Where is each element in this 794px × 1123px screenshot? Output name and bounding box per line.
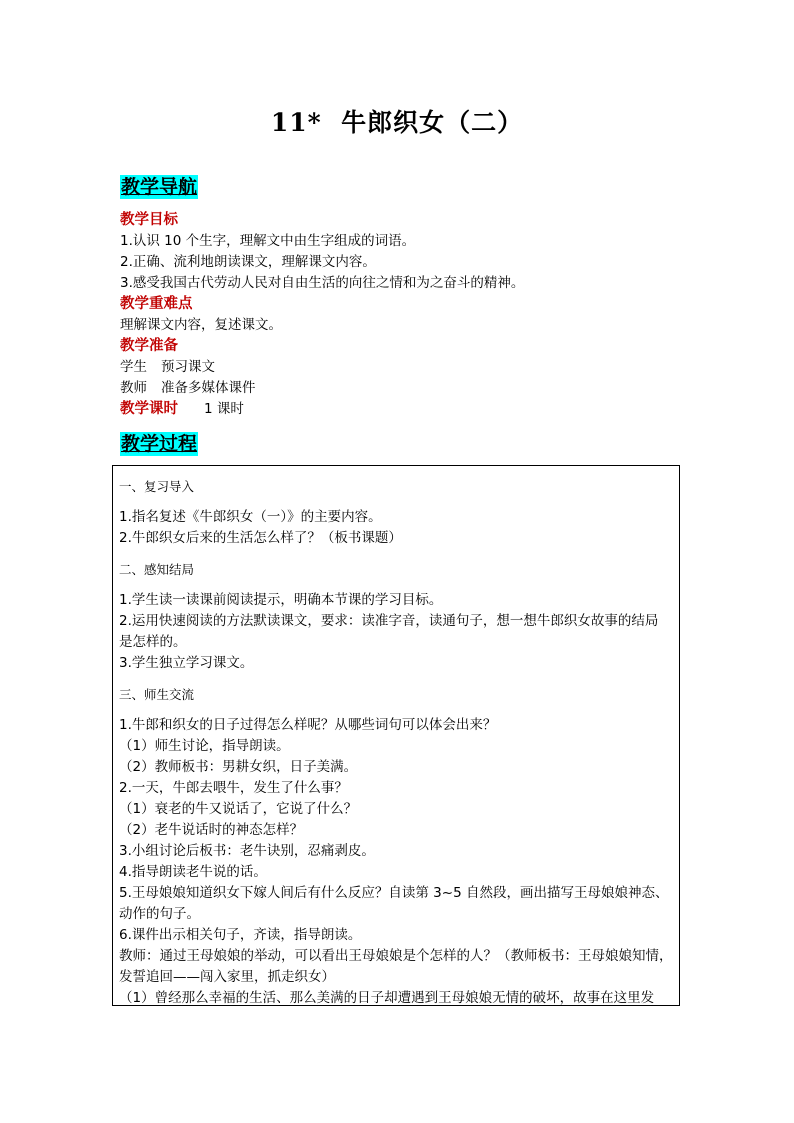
goal-item: 2.正确、流利地朗读课文，理解课文内容。	[120, 254, 376, 270]
process-line: 3.学生独立学习课文。	[119, 655, 254, 671]
prep-who: 学生	[120, 359, 147, 375]
goal-item: 1.认识 10 个生字，理解文中由生字组成的词语。	[120, 233, 416, 249]
process-line: （1）衰老的牛又说话了，它说了什么？	[119, 801, 358, 817]
key-text: 理解课文内容，复述课文。	[120, 317, 282, 333]
process-line: 1.指名复述《牛郎织女（一）》的主要内容。	[119, 509, 382, 525]
key-label: 教学重难点	[120, 296, 193, 312]
prep-label: 教学准备	[120, 338, 178, 354]
process-line: 6.课件出示相关句子，齐读，指导朗读。	[119, 927, 362, 943]
process-content	[119, 476, 675, 1006]
hours-row	[120, 399, 720, 420]
prep-who: 教师	[120, 380, 147, 396]
process-line: 发誓追回——闯入家里，抓走织女）	[119, 969, 335, 985]
section-heading-process: 教学过程	[121, 433, 198, 455]
process-line: 2.运用快速阅读的方法默读课文，要求：读准字音，读通句子，想一想牛郎织女故事的结局	[119, 613, 659, 629]
hours-label: 教学课时	[120, 401, 178, 417]
prep-what: 准备多媒体课件	[161, 380, 256, 396]
prep-item	[120, 378, 720, 399]
process-box	[112, 465, 680, 1006]
process-line: （2）老牛说话时的神态怎样？	[119, 822, 304, 838]
lesson-number: 11*	[270, 108, 322, 137]
process-line: 1.牛郎和织女的日子过得怎么样呢？从哪些词句可以体会出来？	[119, 717, 497, 733]
process-line: 教师：通过王母娘娘的举动，可以看出王母娘娘是个怎样的人？（教师板书：王母娘娘知情，	[119, 948, 673, 964]
goal-item: 3.感受我国古代劳动人民对自由生活的向往之情和为之奋斗的精神。	[120, 275, 525, 291]
part-title: 一、复习导入	[119, 479, 195, 494]
prep-what: 预习课文	[161, 359, 215, 375]
process-line: 5.王母娘娘知道织女下嫁人间后有什么反应？自读第 3~5 自然段，画出描写王母娘娘神态、	[119, 885, 669, 901]
part-title: 三、师生交流	[119, 687, 195, 702]
goal-label: 教学目标	[120, 212, 178, 228]
lesson-title: 牛郎织女（二）	[341, 108, 524, 137]
process-line: （1）师生讨论，指导朗读。	[119, 738, 290, 754]
process-line: （2）教师板书：男耕女织，日子美满。	[119, 759, 358, 775]
prep-item	[120, 357, 720, 378]
section-heading-nav: 教学导航	[121, 176, 198, 198]
process-line: 3.小组讨论后板书：老牛诀别，忍痛剥皮。	[119, 843, 375, 859]
process-line: 2.牛郎织女后来的生活怎么样了？（板书课题）	[119, 530, 402, 546]
process-line: （1）曾经那么幸福的生活、那么美满的日子却遭遇到王母娘娘无情的破坏，故事在这里发	[119, 990, 655, 1006]
hours-value: 1 课时	[204, 401, 244, 417]
process-line: 是怎样的。	[119, 634, 187, 650]
process-line: 动作的句子。	[119, 906, 200, 922]
teaching-nav-block	[120, 210, 720, 420]
page-title	[0, 103, 794, 139]
part-title: 二、感知结局	[119, 562, 195, 577]
process-line: 1.学生读一读课前阅读提示，明确本节课的学习目标。	[119, 592, 443, 608]
process-line: 2.一天，牛郎去喂牛，发生了什么事？	[119, 780, 348, 796]
process-line: 4.指导朗读老牛说的话。	[119, 864, 267, 880]
